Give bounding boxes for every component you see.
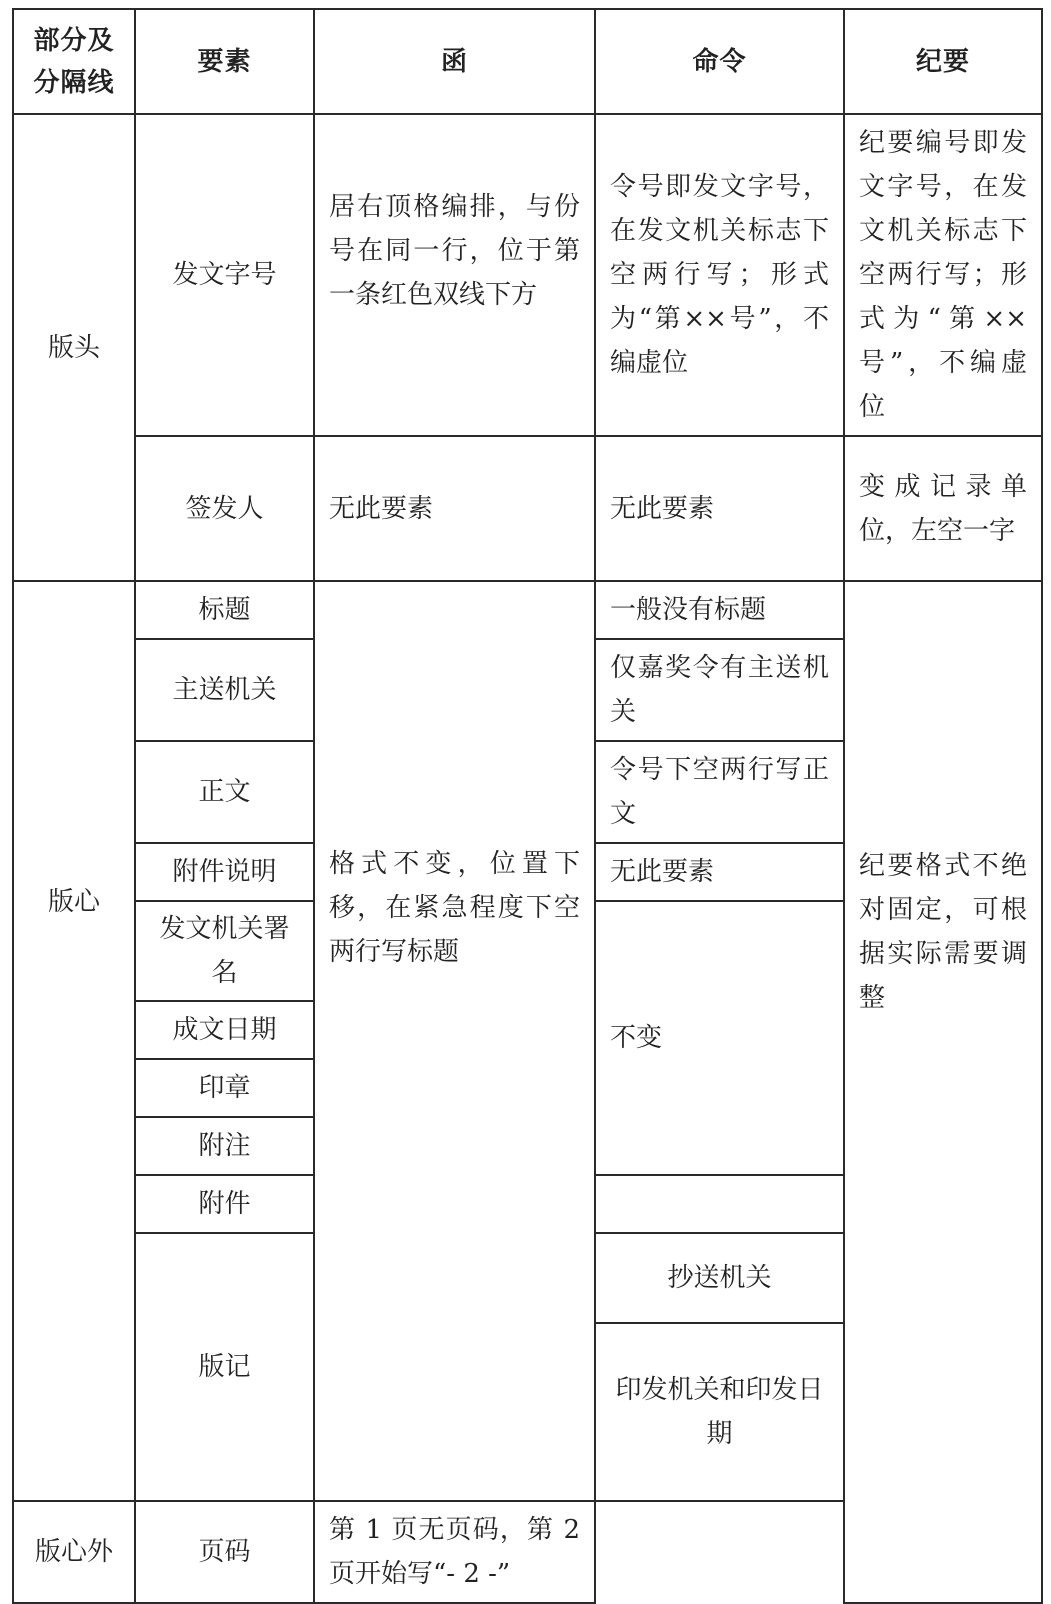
letter-cell-banxin: 格式不变，位置下移，在紧急程度下空两行写标题 — [314, 581, 595, 1501]
element-cell: 正文 — [135, 741, 314, 843]
element-cell: 签发人 — [135, 436, 314, 581]
section-banhead: 版头 — [13, 114, 135, 581]
order-cell: 令号下空两行写正文 — [595, 741, 844, 843]
table-row — [13, 114, 1042, 436]
element-cell: 标题 — [135, 581, 314, 639]
format-comparison-table — [12, 8, 1043, 1604]
section-banxinwai: 版心外 — [13, 1501, 135, 1603]
element-cell: 附件说明 — [135, 843, 314, 901]
letter-cell: 第 1 页无页码，第 2 页开始写“- 2 -” — [314, 1501, 595, 1603]
order-cell: 无此要素 — [595, 436, 844, 581]
order-cell: 一般没有标题 — [595, 581, 844, 639]
order-cell: 仅嘉奖令有主送机关 — [595, 639, 844, 741]
element-cell: 附注 — [135, 1117, 314, 1175]
header-minutes: 纪要 — [844, 9, 1042, 114]
section-banji: 版记 — [135, 1233, 314, 1501]
header-letter: 函 — [314, 9, 595, 114]
minutes-cell-banxin: 纪要格式不绝对固定，可根据实际需要调整 — [844, 581, 1042, 1603]
element-cell: 印发机关和印发日期 — [595, 1323, 844, 1501]
order-cell-unchanged: 不变 — [595, 901, 844, 1175]
element-cell: 印章 — [135, 1059, 314, 1117]
order-cell: 无此要素 — [595, 843, 844, 901]
header-part: 部分及分隔线 — [13, 9, 135, 114]
minutes-cell: 纪要编号即发文字号，在发文机关标志下空两行写；形式为“第××号”，不编虚位 — [844, 114, 1042, 436]
element-cell: 主送机关 — [135, 639, 314, 741]
table-row — [13, 436, 1042, 581]
element-cell: 发文字号 — [135, 114, 314, 436]
element-cell: 发文机关署名 — [135, 901, 314, 1001]
header-element: 要素 — [135, 9, 314, 114]
element-cell: 成文日期 — [135, 1001, 314, 1059]
element-cell: 附件 — [135, 1175, 314, 1233]
table-row — [13, 581, 1042, 639]
section-banxin: 版心 — [13, 581, 135, 1501]
table-header-row — [13, 9, 1042, 114]
letter-cell: 无此要素 — [314, 436, 595, 581]
element-cell: 抄送机关 — [595, 1233, 844, 1323]
order-cell: 令号即发文字号，在发文机关标志下空两行写；形式为“第××号”，不编虚位 — [595, 114, 844, 436]
minutes-cell: 变成记录单位，左空一字 — [844, 436, 1042, 581]
element-cell: 页码 — [135, 1501, 314, 1603]
header-order: 命令 — [595, 9, 844, 114]
letter-cell: 居右顶格编排，与份号在同一行，位于第一条红色双线下方 — [314, 114, 595, 436]
